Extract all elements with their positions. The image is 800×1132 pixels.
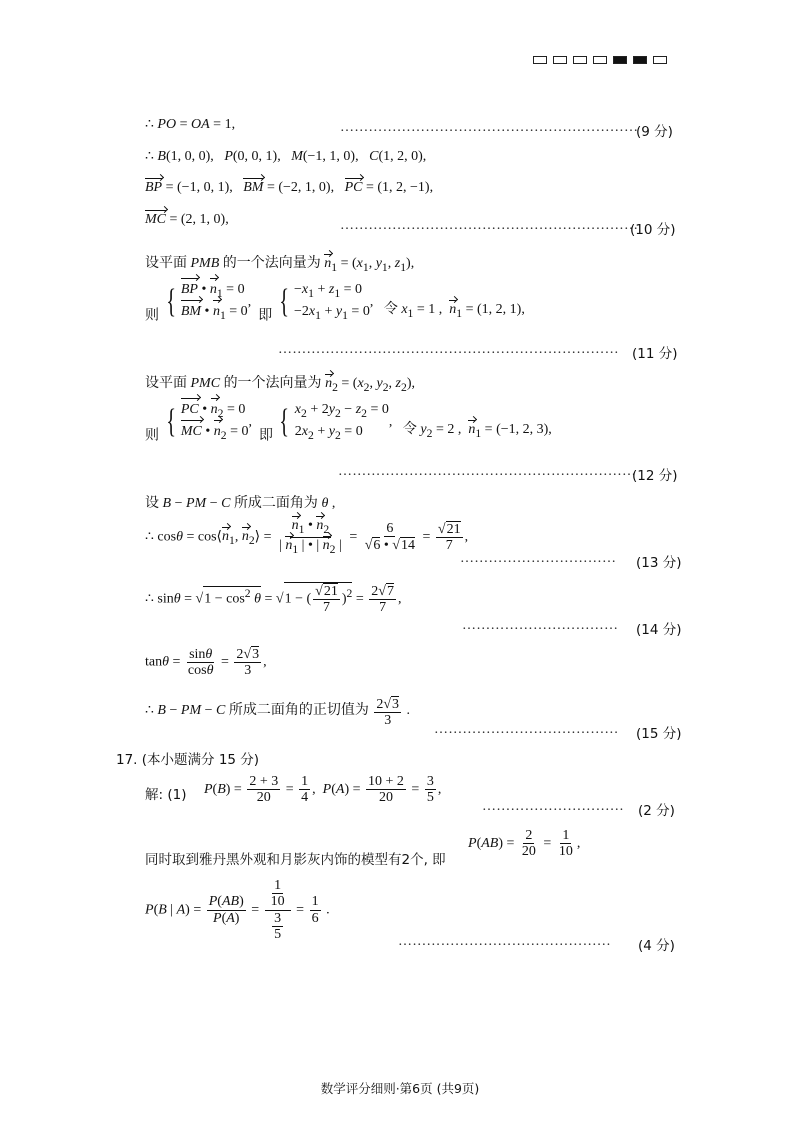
header-progress-boxes [533, 56, 667, 64]
line-q17-part1: 解: (1) P(B) = $\frac{2 + 3}{20}$ = $\frac{1}{4}$ , P(A) = $\frac{10 + 2}{20}$ = $\frac{3}{5}$ , [145, 774, 442, 806]
line-vectors: BP = (−1, 0, 1), BM = (−2, 1, 0), PC = (1, 2, −1), [145, 180, 434, 195]
score-14: (14 分) [636, 622, 682, 638]
score-15: (15 分) [636, 726, 682, 742]
question-17-heading: 17. (本小题满分 15 分) [116, 752, 260, 768]
dot-leader: ……………………………………………………………… [278, 342, 619, 357]
line-tan: tanθ = $\frac{\sin\theta}{\cos\theta}$ = $\frac{2√3}{3}$ , [145, 646, 267, 679]
line-system-1: 则 { BP • $n_1 = 0$ BM • $n_1 = 0$ , 即 { $-x_1 + z_1 = 0$ $-2x_1 + y_1 = 0$ , 令 $x_1 = 1$ , $n_1 = (1$, 2, 1), [145, 282, 525, 324]
score-11: (11 分) [632, 346, 678, 362]
line-mc: MC = (2, 1, 0), [145, 212, 229, 227]
line-po-oa: ∴ PO = OA = 1, [145, 117, 236, 132]
line-system-2: 则 { PC • $n_2 = 0$ MC • $n_2 = 0$ , 即 { $x_2 + 2y_2 - z_2 = 0$ $2x_2 + y_2 = 0$ , 令 $y_2 = 2$ , $n_1 = (-1$, 2, 3), [145, 402, 552, 444]
line-normal-pmc: 设平面 PMC 的一个法向量为 $n_2 = (x_2$, $y_2$, $z_2$), [145, 376, 415, 394]
progress-box [593, 56, 607, 64]
dot-leader: ……………………………………………………… [338, 464, 637, 479]
score-13: (13 分) [636, 555, 682, 571]
dot-leader: …………………………… [460, 551, 617, 566]
progress-box-filled [613, 56, 627, 64]
progress-box [573, 56, 587, 64]
score-12: (12 分) [632, 468, 678, 484]
progress-box [533, 56, 547, 64]
dot-leader: ………………………… [482, 799, 624, 814]
formula-p-ab: P(AB) = $\frac{2}{20}$ = $\frac{1}{10}$ , [468, 828, 581, 860]
line-dihedral: 设 B − PM − C 所成二面角为 θ , [145, 496, 336, 511]
line-sin: ∴ $\sin\theta = √1 - \cos^2 \theta = √1$ − ( $\frac{√21}{7}$ )$^2$ = $\frac{2√7}{7}$ , [145, 584, 402, 616]
score-9: (9 分) [636, 124, 673, 140]
line-cos: ∴ $\cos\theta = \cos⟨n_1$, $n_2⟩$ = $\frac{n_1 • n_2}{| n_1 | • | n_2 |}$ = $\frac{6}{√6 • √14}$ = $\frac{√21}{7}$ , [145, 518, 469, 556]
progress-box [653, 56, 667, 64]
progress-box-filled [633, 56, 647, 64]
dot-leader: ………………………………… [434, 722, 619, 737]
dot-leader: ……………………………………………………… [340, 120, 639, 135]
score-2: (2 分) [638, 803, 675, 819]
formula-p-b-given-a: P(B | A) = $\frac{P(AB)}{P(A)}$ = $\frac{\frac{1}{10}}{\frac{3}{5}}$ = $\frac{1}{6}$ . [145, 878, 330, 943]
score-4: (4 分) [638, 938, 675, 954]
line-coordinates: ∴ B(1, 0, 0), P(0, 0, 1), M(−1, 1, 0), C(1, 2, 0), [145, 149, 427, 164]
dot-leader: ……………………………………………………… [340, 218, 639, 233]
progress-box [553, 56, 567, 64]
line-normal-pmb: 设平面 PMB 的一个法向量为 $n_1 = (x_1$, $y_1$, $z_1$), [145, 256, 415, 274]
line-both-models: 同时取到雅丹黑外观和月影灰内饰的模型有2个, 即 [145, 852, 446, 868]
dot-leader: …………………………… [462, 618, 619, 633]
dot-leader: ……………………………………… [398, 934, 611, 949]
score-10: (10 分) [630, 222, 676, 238]
line-tangent-value: ∴ B − PM − C 所成二面角的正切值为 $\frac{2√3}{3}$ . [145, 697, 411, 729]
page-footer: 数学评分细则·第6页 (共9页) [320, 1081, 480, 1096]
